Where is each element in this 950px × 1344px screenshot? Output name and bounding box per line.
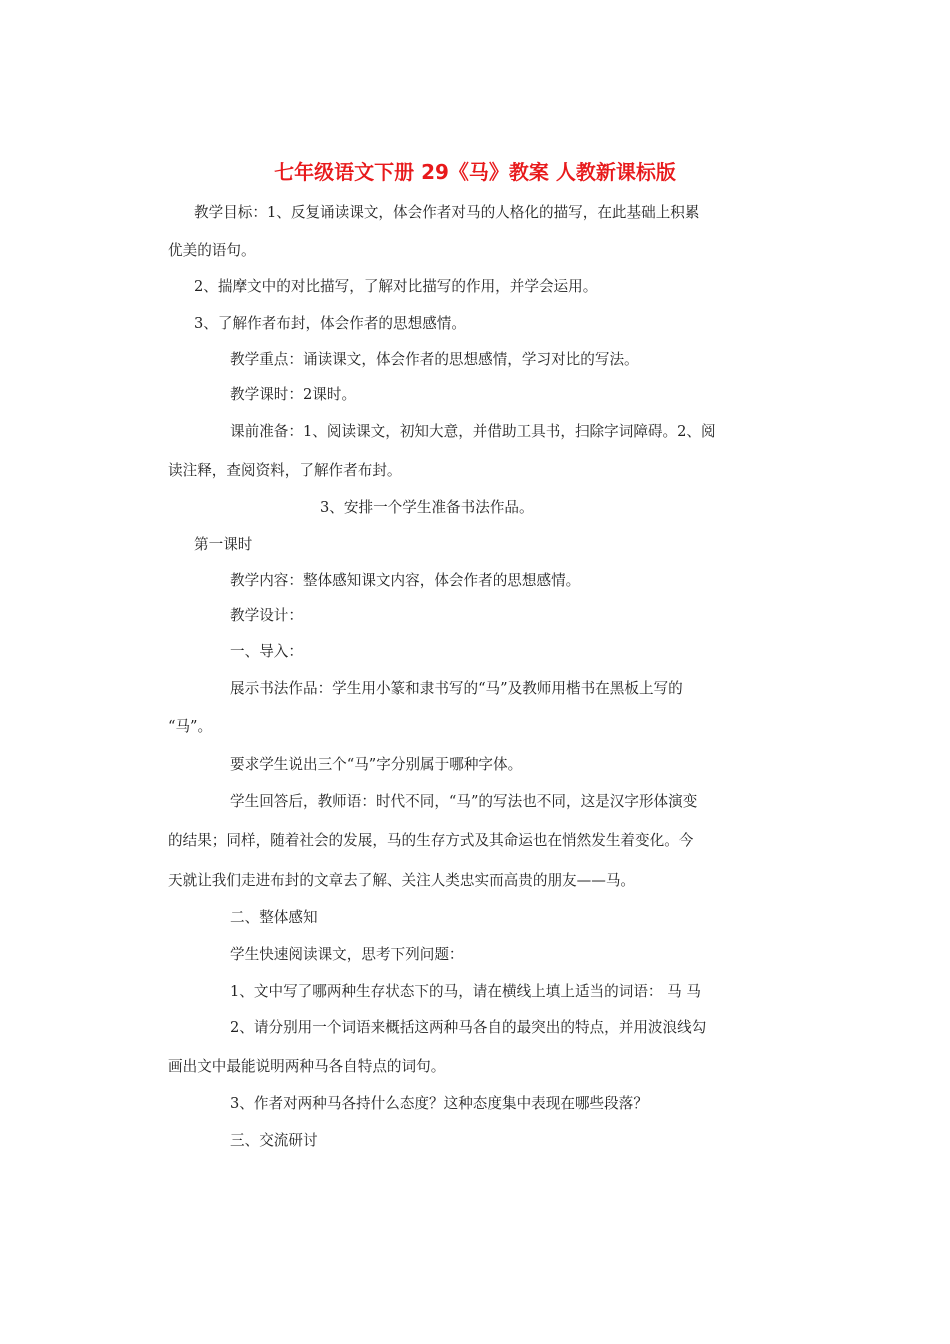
question-2-line-1: 2、请分别用一个词语来概括这两种马各自的最突出的特点，并用波浪线勾	[230, 1019, 707, 1036]
document-title: 七年级语文下册 29《马》教案 人教新课标版	[274, 160, 676, 184]
section-discussion-heading: 三、交流研讨	[230, 1132, 318, 1149]
lesson-design-line: 教学设计：	[230, 607, 303, 624]
preparation-line-1-cont: 读注释，查阅资料，了解作者布封。	[168, 462, 402, 479]
question-2-line-2: 画出文中最能说明两种马各自特点的词句。	[168, 1058, 446, 1075]
lesson-content-line: 教学内容：整体感知课文内容，体会作者的思想感情。	[230, 572, 581, 589]
preparation-line-3: 3、安排一个学生准备书法作品。	[320, 499, 534, 516]
teacher-speech-line-1: 学生回答后，教师语：时代不同，“马”的写法也不同，这是汉字形体演变	[230, 793, 698, 810]
question-3-line: 3、作者对两种马各持什么态度？这种态度集中表现在哪些段落？	[230, 1095, 648, 1112]
intro-requirement-line: 要求学生说出三个“马”字分别属于哪种字体。	[230, 756, 523, 773]
question-1-line: 1、文中写了哪两种生存状态下的马，请在横线上填上适当的词语： 马 马	[230, 983, 701, 1000]
key-point-line: 教学重点：诵读课文，体会作者的思想感情，学习对比的写法。	[230, 351, 639, 368]
objective-line-1-cont: 优美的语句。	[168, 242, 256, 259]
intro-paragraph-line-1: 展示书法作品：学生用小篆和隶书写的“马”及教师用楷书在黑板上写的	[230, 680, 683, 697]
teacher-speech-line-3: 天就让我们走进布封的文章去了解、关注人类忠实而高贵的朋友——马。	[168, 872, 636, 889]
preparation-line-1: 课前准备：1、阅读课文，初知大意，并借助工具书，扫除字词障碍。2、阅	[230, 423, 716, 440]
teacher-speech-line-2: 的结果；同样，随着社会的发展，马的生存方式及其命运也在悄然发生着变化。今	[168, 832, 694, 849]
objective-line-2: 2、揣摩文中的对比描写，了解对比描写的作用，并学会运用。	[194, 278, 598, 295]
section-intro-heading: 一、导入：	[230, 643, 303, 660]
objective-line-1: 教学目标：1、反复诵读课文，体会作者对马的人格化的描写，在此基础上积累	[194, 204, 700, 221]
section-overall-heading: 二、整体感知	[230, 909, 318, 926]
class-hours-line: 教学课时：2课时。	[230, 386, 357, 403]
objective-line-3: 3、了解作者布封，体会作者的思想感情。	[194, 315, 466, 332]
reading-task-line: 学生快速阅读课文，思考下列问题：	[230, 946, 464, 963]
first-lesson-heading: 第一课时	[194, 536, 253, 553]
intro-paragraph-line-2: “马”。	[168, 718, 213, 735]
